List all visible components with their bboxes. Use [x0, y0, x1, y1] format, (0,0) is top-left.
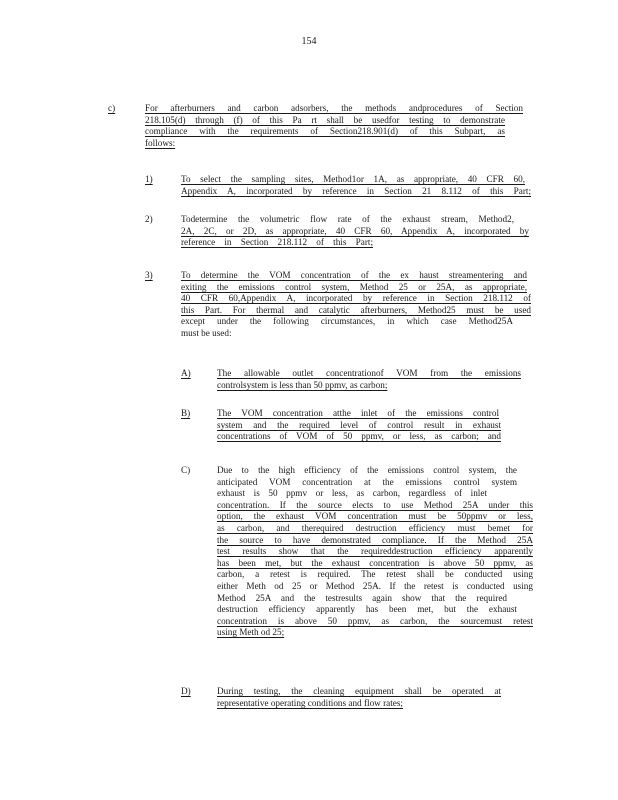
subitem-b-text	[217, 408, 533, 443]
text-line: system and the required level of control result in exhaust	[217, 419, 501, 430]
item-3-text	[181, 270, 533, 340]
text-line: follows:	[145, 137, 176, 148]
text-line: except under the following circumstances, in which case Method25A	[181, 316, 513, 327]
subitem-label-a: A)	[181, 368, 191, 378]
text-line: To select the sampling sites, Method1or 1A, as appropriate, 40 CFR 60,	[181, 174, 525, 184]
subitem-d-text	[217, 686, 533, 709]
text-line: reference in Section 218.112 of this Part;	[181, 237, 373, 248]
text-line: has been met, but the exhaust concentration is above 50 ppmv, as	[217, 557, 533, 568]
subitem-a-text	[217, 368, 533, 391]
subitem-label-c: C)	[181, 465, 191, 475]
text-line: the source to have demonstrated compliance. If the Method 25A	[217, 534, 533, 545]
text-line: Appendix A, incorporated by reference in Section 21 8.112 of this Part;	[181, 185, 531, 196]
text-line: as carbon, and therequired destruction efficiency must bemet for	[217, 522, 533, 533]
text-line: For afterburners and carbon adsorbers, the methods andprocedures of Section	[145, 103, 523, 113]
text-line: must be used:	[181, 327, 232, 338]
subitem-label-d: D)	[181, 686, 191, 696]
text-line: exhaust is 50 ppmv or less, as carbon, regardless of inlet	[217, 488, 487, 499]
text-line: carbon, a retest is required. The retest shall be conducted using	[217, 569, 533, 580]
text-line: exiting the emissions control system, Method 25 or 25A, as appropriate,	[181, 281, 527, 292]
text-line: controlsystem is less than 50 ppmv, as carbon;	[217, 379, 388, 390]
page-number: 154	[301, 36, 317, 47]
text-line: 218.105(d) through (f) of this Pa rt shall be usedfor testing to demonstrate	[145, 114, 505, 125]
text-line: concentrations of VOM of 50 ppmv, or less, as carbon; and	[217, 431, 501, 442]
text-line: compliance with the requirements of Section218.901(d) of this Subpart, as	[145, 126, 505, 137]
text-line: The VOM concentration atthe inlet of the emissions control	[217, 408, 499, 418]
text-line: Method 25A and the testresults again show that the required	[217, 592, 507, 603]
item-label-1: 1)	[145, 174, 153, 184]
item-2-text	[181, 214, 533, 249]
text-line: During testing, the cleaning equipment shall be operated at	[217, 686, 501, 696]
text-line: destruction efficiency apparently has been met, but the exhaust	[217, 604, 517, 615]
subitem-label-b: B)	[181, 408, 191, 418]
item-1-text	[181, 174, 533, 197]
text-line: anticipated VOM concentration at the emissions control system	[217, 476, 517, 487]
text-line: option, the exhaust VOM concentration must be 50ppmv or less,	[217, 511, 533, 522]
text-line: The allowable outlet concentrationof VOM from the emissions	[217, 368, 521, 378]
item-label-3: 3)	[145, 270, 153, 280]
text-line: either Meth od 25 or Method 25A. If the retest is conducted using	[217, 580, 533, 591]
text-line: representative operating conditions and flow rates;	[217, 697, 403, 708]
text-line: Due to the high efficiency of the emissions control system, the	[217, 465, 517, 475]
text-line: this Part. For thermal and catalytic afterburners, Method25 must be used	[181, 304, 531, 315]
text-line: 2A, 2C, or 2D, as appropriate, 40 CFR 60, Appendix A, incorporated by	[181, 225, 529, 236]
item-label-2: 2)	[145, 214, 153, 224]
text-line: 40 CFR 60,Appendix A, incorporated by reference in Section 218.112 of	[181, 293, 531, 304]
text-line: using Meth od 25;	[217, 627, 285, 638]
text-line: To determine the VOM concentration of the ex haust streamentering and	[181, 270, 527, 280]
section-c-text	[145, 103, 533, 149]
section-label-c: c)	[108, 103, 116, 113]
text-line: Todetermine the volumetric flow rate of the exhaust stream, Method2,	[181, 214, 514, 224]
subitem-c-text	[217, 465, 533, 639]
text-line: concentration. If the source elects to use Method 25A under this	[217, 499, 533, 510]
text-line: concentration is above 50 ppmv, as carbon, the sourcemust retest	[217, 615, 533, 626]
text-line: test results show that the requireddestruction efficiency apparently	[217, 546, 533, 557]
